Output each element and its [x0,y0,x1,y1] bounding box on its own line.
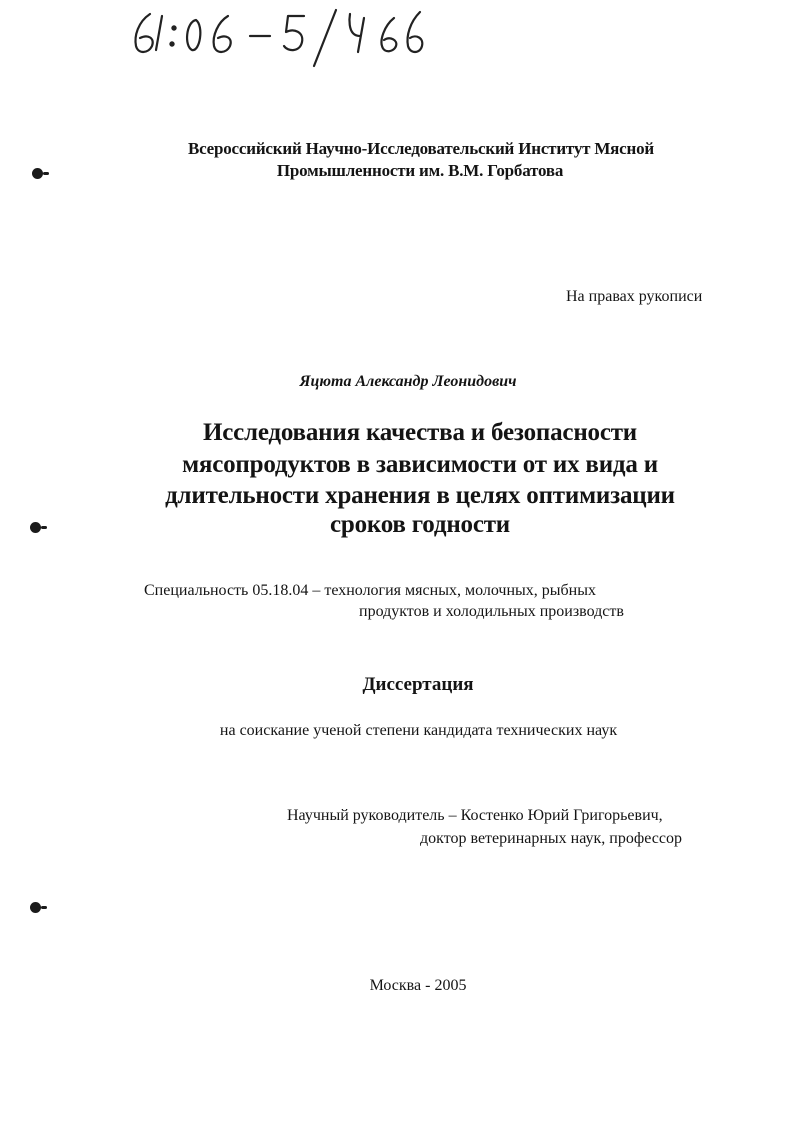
specialty-line-2: продуктов и холодильных производств [359,603,624,620]
thesis-title-line-1: Исследования качества и безопасности [203,419,637,446]
city-year: Москва - 2005 [369,977,467,994]
degree-statement: на соискание ученой степени кандидата технических наук [219,722,618,739]
author-name: Яцюта Александр Леонидович [299,373,517,390]
supervisor-line-1: Научный руководитель – Костенко Юрий Григорьевич, [287,807,663,824]
thesis-title-line-4: сроков годности [329,511,511,538]
document-type: Диссертация [362,674,474,695]
specialty-line-1: Специальность 05.18.04 – технология мясных, молочных, рыбных [144,582,596,599]
thesis-title-line-3: длительности хранения в целях оптимизации [165,482,675,509]
manuscript-note: На правах рукописи [566,288,703,305]
institute-name-line-1: Всероссийский Научно-Исследовательский Институт Мясной [187,139,655,158]
handwritten-archive-number [128,6,438,68]
institute-name-line-2: Промышленности им. В.М. Горбатова [276,161,564,180]
thesis-title-line-2: мясопродуктов в зависимости от их вида и [182,451,658,478]
punch-hole-mark [30,902,41,913]
supervisor-line-2: доктор ветеринарных наук, профессор [420,830,682,847]
